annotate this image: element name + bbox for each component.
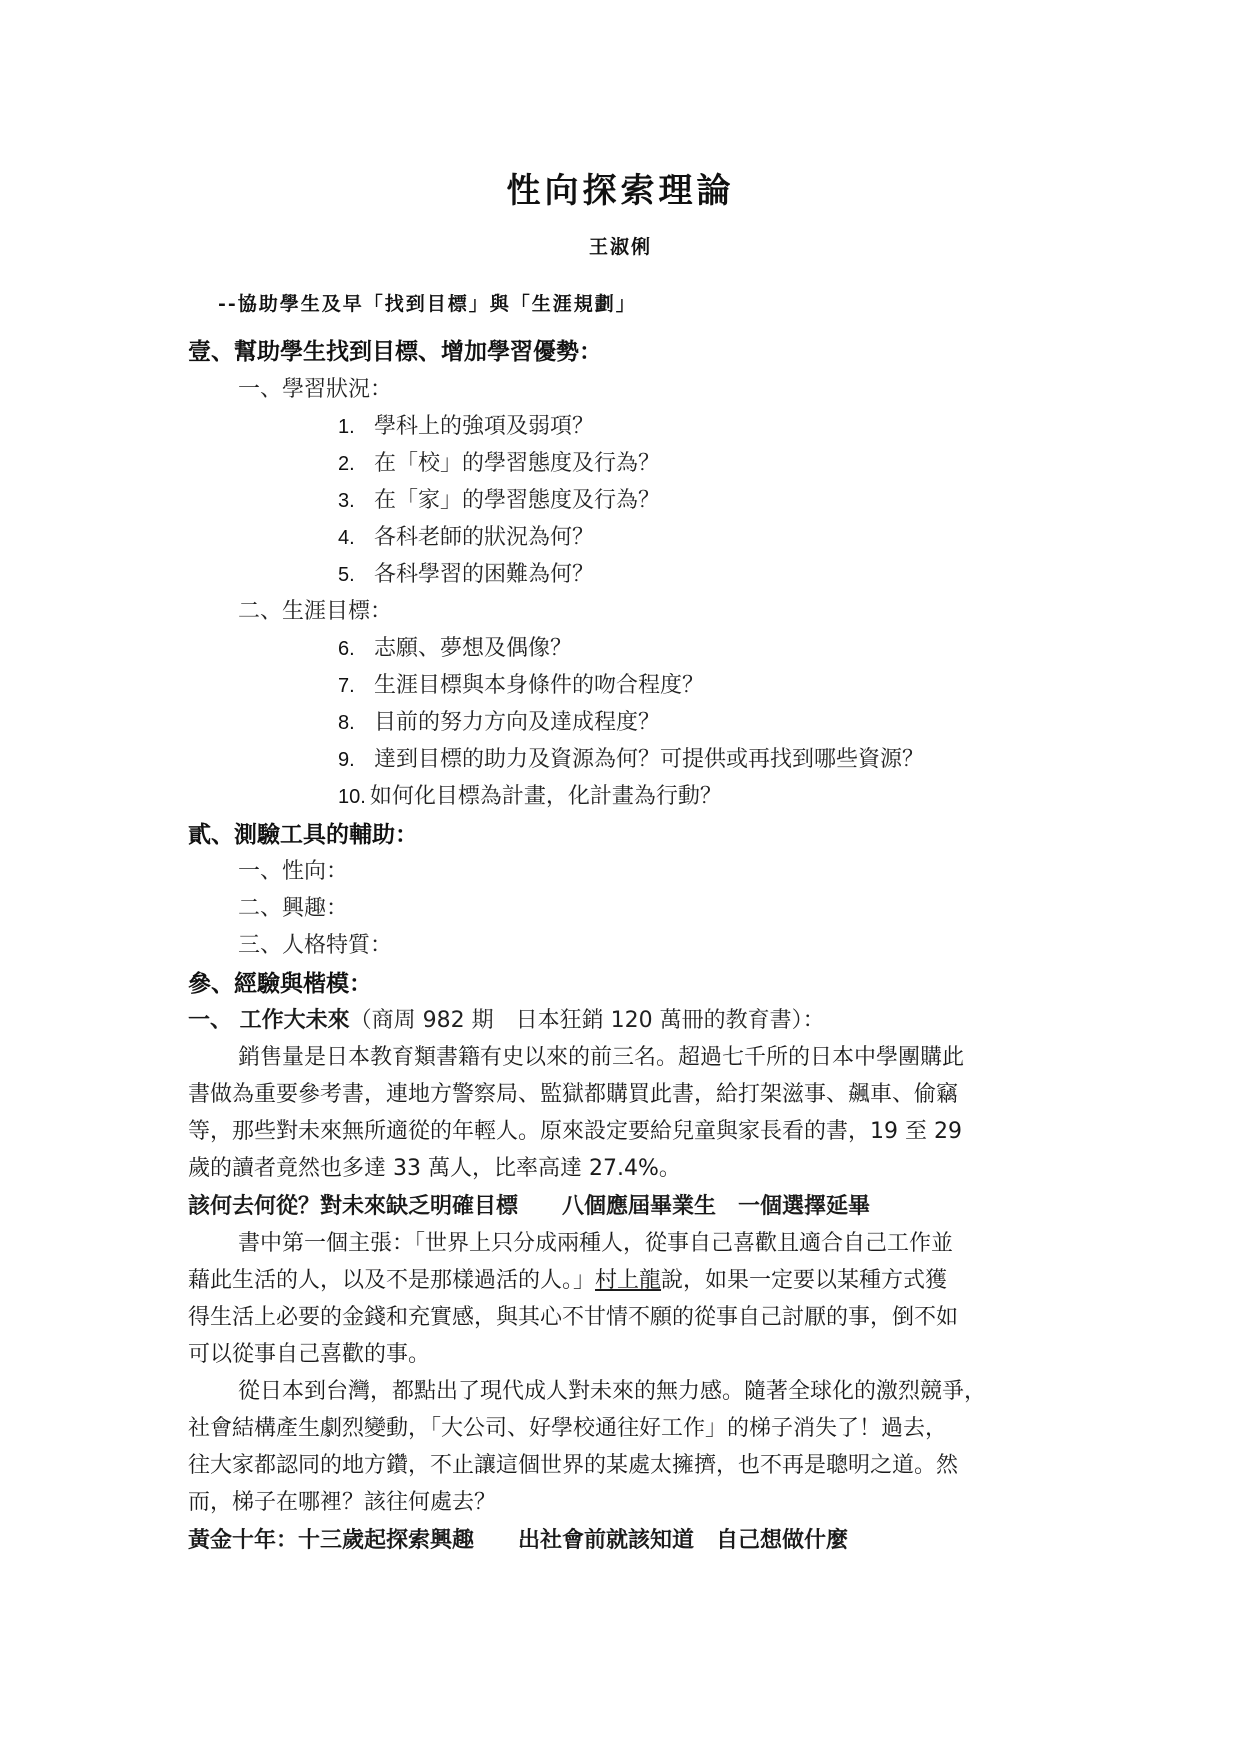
paragraph-line: 從日本到台灣，都點出了現代成人對未來的無力感。隨著全球化的激烈競爭， — [238, 1379, 987, 1404]
paragraph-line: 銷售量是日本教育類書籍有史以來的前三名。超過七千所的日本中學團購此 — [238, 1045, 965, 1070]
list-item — [338, 672, 704, 700]
list-number: 1. — [338, 416, 355, 438]
item-1-source: （商周 982 期 日本狂銷 120 萬冊的教育書）： — [349, 1008, 825, 1033]
paragraph-line — [188, 1267, 947, 1295]
list-text: 各科學習的困難為何？ — [374, 562, 595, 587]
list-item — [338, 635, 572, 663]
bold-heading-golden-decade: 黃金十年：十三歲起探索興趣 出社會前就該知道 自己想做什麼 — [188, 1528, 849, 1553]
list-number: 4. — [338, 527, 355, 549]
section-2-heading: 貳、測驗工具的輔助： — [188, 822, 418, 848]
list-text: 學科上的強項及弱項？ — [374, 414, 595, 439]
list-text: 在「家」的學習態度及行為？ — [374, 488, 661, 513]
list-number: 2. — [338, 453, 355, 475]
section-1-heading: 壹、幫助學生找到目標、增加學習優勢： — [188, 339, 602, 365]
list-item — [338, 746, 924, 774]
paragraph-line: 書做為重要參考書，連地方警察局、監獄都購買此書，給打架滋事、飆車、偷竊 — [188, 1082, 959, 1107]
paragraph-line: 歲的讀者竟然也多達 33 萬人，比率高達 27.4%。 — [188, 1156, 681, 1181]
paragraph-text: 藉此生活的人，以及不是那樣過活的人。」 — [188, 1268, 596, 1293]
list-number: 10. — [338, 786, 366, 808]
underlined-name: 村上龍 — [595, 1268, 662, 1293]
paragraph-line: 而，梯子在哪裡？該往何處去？ — [188, 1490, 497, 1515]
list-item — [338, 783, 722, 811]
list-number: 7. — [338, 675, 355, 697]
list-item — [338, 709, 660, 737]
list-item — [338, 413, 594, 441]
list-text: 志願、夢想及偶像？ — [374, 636, 573, 661]
document-subtitle: --協助學生及早「找到目標」與「生涯規劃」 — [218, 293, 637, 315]
list-text: 各科老師的狀況為何？ — [374, 525, 595, 550]
bold-heading-goal: 該何去何從？對未來缺乏明確目標 八個應屆畢業生 一個選擇延畢 — [188, 1194, 871, 1219]
list-number: 8. — [338, 712, 355, 734]
list-text: 目前的努力方向及達成程度？ — [374, 710, 661, 735]
list-number: 3. — [338, 490, 355, 512]
list-text: 達到目標的助力及資源為何？可提供或再找到哪些資源？ — [374, 747, 925, 772]
subsection-learning-status: 一、學習狀況： — [238, 377, 393, 402]
section-3-item-1 — [188, 1007, 825, 1035]
list-text: 如何化目標為計畫，化計畫為行動？ — [369, 784, 722, 809]
list-item — [338, 524, 594, 552]
list-number: 9. — [338, 749, 355, 771]
list-item — [338, 487, 660, 515]
list-number: 6. — [338, 638, 355, 660]
paragraph-line: 可以從事自己喜歡的事。 — [188, 1342, 431, 1367]
section-3-heading: 參、經驗與楷模： — [188, 971, 372, 997]
list-item — [338, 450, 660, 478]
list-text: 生涯目標與本身條件的吻合程度？ — [374, 673, 705, 698]
subsection-personality: 三、人格特質： — [238, 933, 393, 958]
list-item — [338, 561, 594, 589]
item-1-title: 一、 工作大未來 — [188, 1008, 350, 1033]
paragraph-line: 往大家都認同的地方鑽，不止讓這個世界的某處太擁擠，也不再是聰明之道。然 — [188, 1453, 959, 1478]
paragraph-text: 說，如果一定要以某種方式獲 — [661, 1268, 948, 1293]
paragraph-line: 社會結構產生劇烈變動，「大公司、好學校通往好工作」的梯子消失了！過去， — [188, 1416, 948, 1441]
paragraph-line: 等，那些對未來無所適從的年輕人。原來設定要給兒童與家長看的書，19 至 29 — [188, 1119, 962, 1144]
list-text: 在「校」的學習態度及行為？ — [374, 451, 661, 476]
subsection-aptitude: 一、性向： — [238, 859, 349, 884]
paragraph-line: 書中第一個主張：「世界上只分成兩種人，從事自己喜歡且適合自己工作並 — [238, 1231, 954, 1256]
paragraph-line: 得生活上必要的金錢和充實感，與其心不甘情不願的從事自己討厭的事，倒不如 — [188, 1305, 959, 1330]
document-author: 王淑俐 — [588, 236, 652, 258]
subsection-interest: 二、興趣： — [238, 896, 349, 921]
document-title: 性向探索理論 — [506, 171, 735, 211]
subsection-career-goals: 二、生涯目標： — [238, 599, 393, 624]
list-number: 5. — [338, 564, 355, 586]
